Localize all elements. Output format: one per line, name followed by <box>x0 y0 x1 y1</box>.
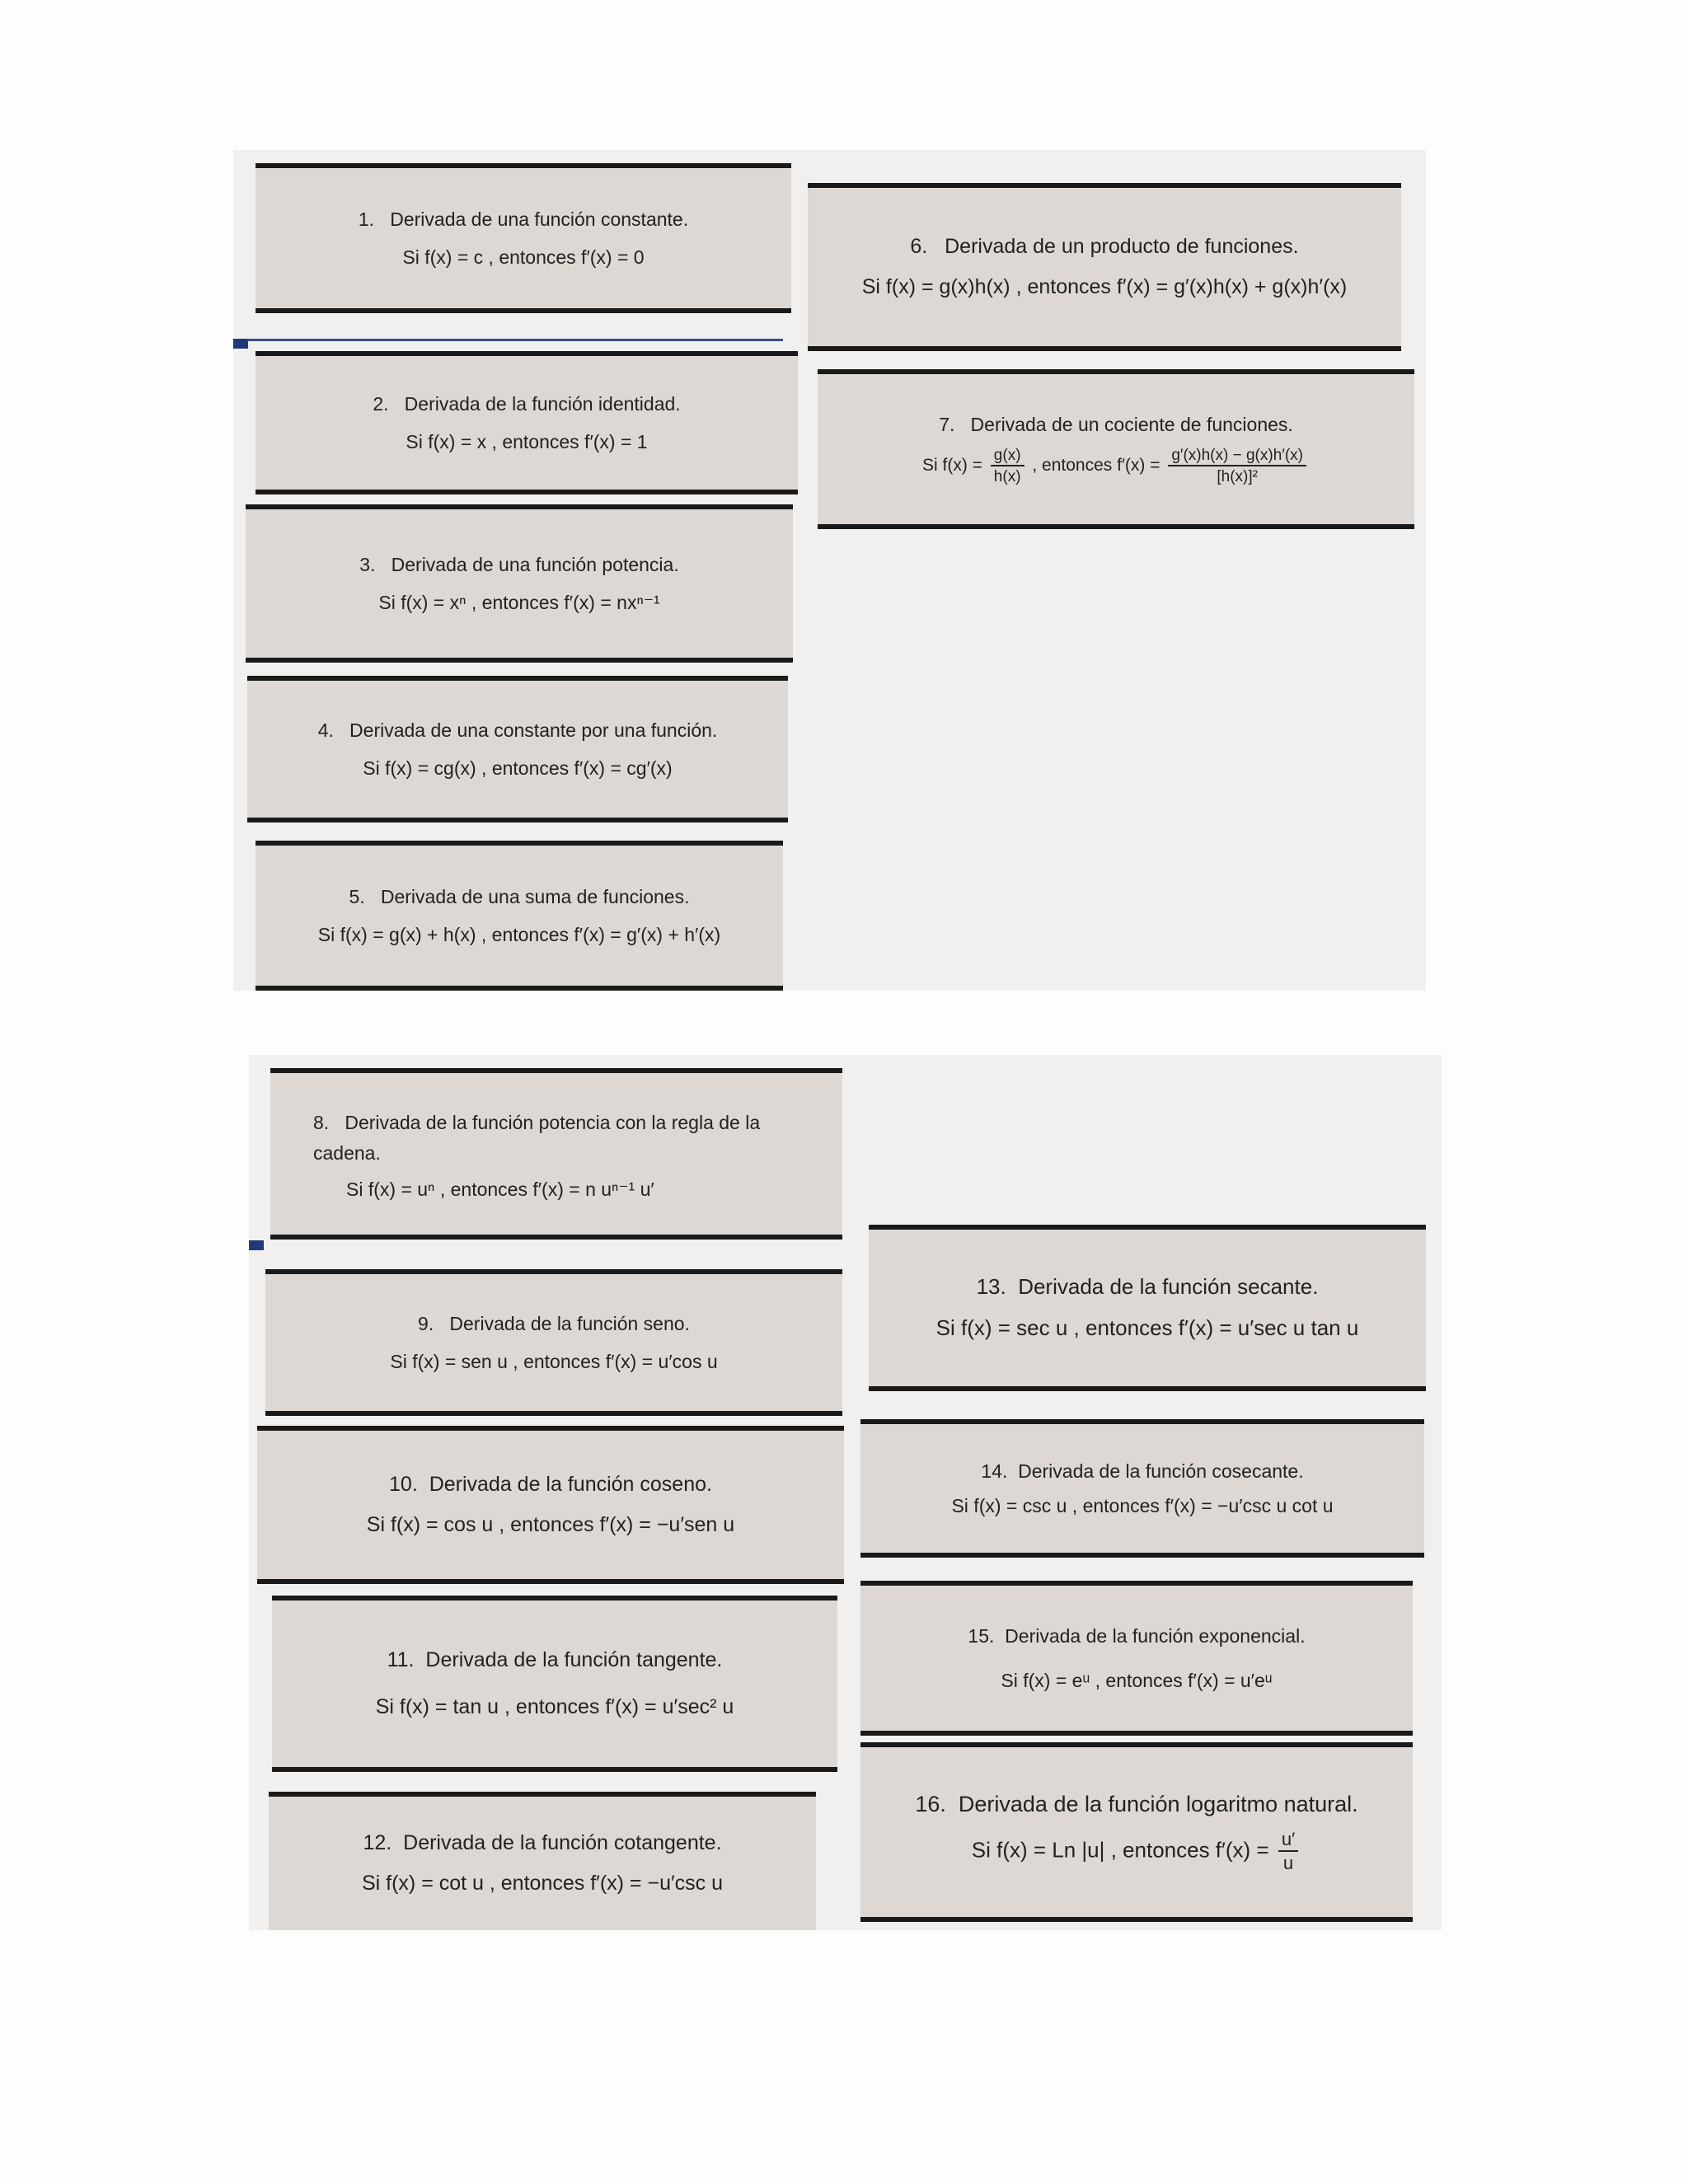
accent-line <box>247 339 783 341</box>
card-title: 16. Derivada de la función logaritmo natural. <box>915 1791 1358 1816</box>
card-formula: Si f(x) = xⁿ , entonces f′(x) = nxⁿ⁻¹ <box>378 592 660 613</box>
card-formula: Si f(x) = Ln |u| , entonces f′(x) = $\frac{u'}{u}$ <box>972 1830 1301 1872</box>
accent-mark <box>233 339 248 349</box>
derivative-card-7 <box>818 369 1414 529</box>
card-title: 7. Derivada de un cociente de funciones. <box>939 414 1293 436</box>
card-formula: Si f(x) = sec u , entonces f′(x) = u′sec u tan u <box>935 1315 1359 1340</box>
card-title: 2. Derivada de la función identidad. <box>373 392 681 415</box>
card-formula: Si f(x) = cot u , entonces f′(x) = −u′csc u <box>361 1872 724 1895</box>
derivative-card-2 <box>256 351 798 494</box>
card-formula: Si f(x) = g(x) + h(x) , entonces f′(x) = g′(x) + h′(x) <box>317 924 721 945</box>
derivative-card-9 <box>265 1269 842 1416</box>
derivative-card-11 <box>272 1596 837 1772</box>
card-title: 1. Derivada de una función constante. <box>358 208 689 230</box>
card-formula: Si f(x) = cg(x) , entonces f′(x) = cg′(x) <box>363 757 673 779</box>
card-title: 9. Derivada de la función seno. <box>418 1312 690 1334</box>
derivative-card-8 <box>270 1068 842 1240</box>
card-formula: Si f(x) = tan u , entonces f′(x) = u′sec² u <box>375 1695 734 1718</box>
card-formula: Si f(x) = csc u , entonces f′(x) = −u′csc u cot u <box>951 1495 1334 1516</box>
card-formula: Si f(x) = sen u , entonces f′(x) = u′cos u <box>390 1351 718 1372</box>
card-formula: Si f(x) = cos u , entonces f′(x) = −u′sen u <box>366 1513 735 1536</box>
card-formula: Si f(x) = x , entonces f′(x) = 1 <box>406 431 648 452</box>
card-title: 4. Derivada de una constante por una función. <box>317 719 718 741</box>
card-title: 12. Derivada de la función cotangente. <box>363 1831 722 1855</box>
derivative-card-14 <box>860 1419 1424 1558</box>
card-title: 3. Derivada de una función potencia. <box>359 553 679 575</box>
fraction-u-prime-over-u: $\frac{u'}{u}$ <box>1278 1830 1298 1872</box>
fraction-quotient-rule: $\frac{g'(x)h(x) - g(x)h'(x)}{\text{[h(x)]²}}$ <box>1168 448 1306 485</box>
fraction-g-over-h: $\frac{g(x)}{h(x)}$ <box>991 448 1025 485</box>
card-title: 13. Derivada de la función secante. <box>976 1274 1319 1300</box>
derivative-card-6 <box>808 183 1401 351</box>
card-formula: Si f(x) = c , entonces f′(x) = 0 <box>402 246 645 268</box>
card-title: 15. Derivada de la función exponencial. <box>968 1624 1306 1647</box>
card-formula: Si f(x) = eᵘ , entonces f′(x) = u′eᵘ <box>1001 1670 1273 1691</box>
derivative-card-4 <box>247 676 788 823</box>
card-formula: Si f(x) = uⁿ , entonces f′(x) = n uⁿ⁻¹ u′ <box>346 1178 654 1200</box>
derivative-card-5 <box>256 841 783 991</box>
derivative-card-15 <box>860 1581 1413 1736</box>
card-title: 14. Derivada de la función cosecante. <box>981 1460 1304 1482</box>
card-title: 11. Derivada de la función tangente. <box>387 1648 723 1672</box>
derivative-card-13 <box>869 1225 1426 1391</box>
card-formula: Si f(x) = $\frac{g(x)}{h(x)}$ , entonces f′(x) = $\frac{g'(x)h(x) - g(x)h'(x)}{\text{[h(x)]²}}$ <box>922 448 1310 485</box>
card-title: 5. Derivada de una suma de funciones. <box>349 885 690 907</box>
card-title: 10. Derivada de la función coseno. <box>389 1473 712 1497</box>
card-title: 8. Derivada de la función potencia con la regla de la cadena. <box>313 1111 761 1164</box>
derivative-card-3 <box>246 504 793 663</box>
derivative-card-1 <box>256 163 791 313</box>
card-title: 6. Derivada de un producto de funciones. <box>910 235 1299 259</box>
derivative-card-10 <box>257 1426 844 1584</box>
accent-mark <box>249 1240 264 1250</box>
derivative-card-12 <box>269 1792 816 1930</box>
derivative-card-16 <box>860 1742 1413 1922</box>
card-formula: Si f(x) = g(x)h(x) , entonces f′(x) = g′(x)h(x) + g(x)h′(x) <box>861 275 1348 298</box>
